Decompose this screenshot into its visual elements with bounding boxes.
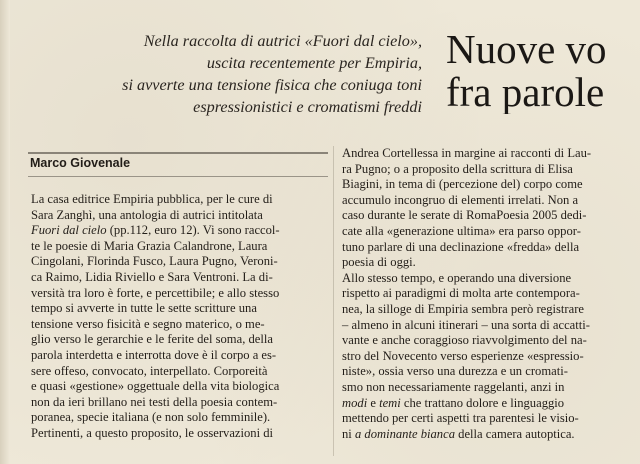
text-line: poesia di oggi. [342, 255, 416, 270]
column-divider [333, 146, 334, 456]
text-line: Andrea Cortellessa in margine ai racconti di Lau- [342, 146, 592, 160]
text-line: tensione verso fisicità e segno materico, o me- [31, 316, 265, 331]
text-line: versità tra loro è forte, e percettibile; e allo stesso [31, 285, 280, 300]
text-line: ca Raimo, Lidia Riviello e Sara Ventroni. La di- [31, 269, 273, 284]
subtitle-line: uscita recentemente per Empiria, [206, 54, 422, 72]
byline-bottom-rule [28, 176, 328, 177]
article-headline [446, 28, 640, 114]
byline-top-rule [28, 152, 328, 154]
text-line: Cingolani, Florinda Fusco, Laura Pugno, Veroni- [31, 254, 278, 269]
author-byline: Marco Giovenale [30, 156, 131, 170]
subtitle-line: espressionistici e cromatismi freddi [193, 98, 422, 116]
text-line: e quasi «gestione» oggettuale della vita biologica [31, 379, 280, 394]
text-line: poranea, specie italiana (e non solo femminile). [31, 410, 271, 425]
right-column [342, 146, 634, 442]
text-line: La casa editrice Empiria pubblica, per le cure di [31, 192, 273, 206]
text-line: glio verso le gerarchie e le ferite del soma, della [31, 332, 273, 347]
text-line: caso durante le serate di RomaPoesia 2005 dedi- [342, 208, 587, 223]
headline-line: fra parole [446, 69, 605, 114]
text-line: modi e temi che trattano dolore e linguaggio [342, 395, 565, 410]
text-line: tuno parlare di una declinazione «fredda» della [342, 239, 580, 254]
text-line: Pertinenti, a questo proposito, le osservazioni di [31, 425, 274, 440]
text-line: vante e anche coraggioso riavvolgimento del na- [342, 333, 587, 348]
text-line: parola interdetta e interrotta dove è il corpo a es- [31, 347, 277, 362]
italic-text: Fuori dal cielo [31, 223, 107, 238]
text-line: stro del Novecento verso esperienze «espressio- [342, 348, 584, 363]
text-line: non da ieri brillano nei testi della poesia contem- [31, 394, 278, 409]
text-line: tempo si avverte in tutte le sette scritture una [31, 301, 257, 316]
page-fold-shadow [0, 0, 10, 464]
text-line: accumulo incongruo di elementi irrelati. Non a [342, 192, 579, 207]
text-line: rispetto ai paradigmi di molta arte contempora- [342, 286, 580, 301]
italic-text: modi [342, 395, 368, 410]
text-line: ra Pugno; o a proposito della scrittura di Elisa [342, 161, 573, 176]
text-line: Fuori dal cielo (pp.112, euro 12). Vi sono raccol- [31, 223, 280, 238]
subtitle-line: Nella raccolta di autrici «Fuori dal cielo», [143, 32, 422, 50]
text-line: Allo stesso tempo, e operando una diversione [342, 270, 572, 285]
left-column [31, 192, 327, 442]
text-line: Sara Zanghì, una antologia di autrici intitolata [31, 207, 263, 222]
text-line: nea, la silloge di Empiria sembra però registrare [342, 301, 584, 316]
text-line: smo non necessariamente raggelanti, anzi in [342, 379, 565, 394]
subtitle-line: si avverte una tensione fisica che coniuga toni [122, 76, 422, 94]
article-subtitle [36, 30, 422, 118]
text-line: sere offeso, convocato, interpellato. Corporeità [31, 363, 268, 378]
text-line: niste», ossia verso una durezza e un cromati- [342, 364, 568, 379]
text-line: Biagini, in tema di (percezione del) corpo come [342, 177, 583, 192]
text-line: ni a dominante bianca della camera autoptica. [342, 426, 575, 441]
text-line: mettendo per certi aspetti tra parentesi le visio- [342, 411, 579, 426]
italic-text: a dominante bianca [354, 426, 455, 441]
text-line: te le poesie di Maria Grazia Calandrone, Laura [31, 238, 268, 253]
text-line: cate alla «generazione ultima» era parso oppor- [342, 223, 581, 238]
italic-text: temi [379, 395, 401, 410]
text-line: – almeno in alcuni itinerari – una sorta di accatti- [342, 317, 590, 332]
headline-line: Nuove vo [446, 28, 607, 72]
